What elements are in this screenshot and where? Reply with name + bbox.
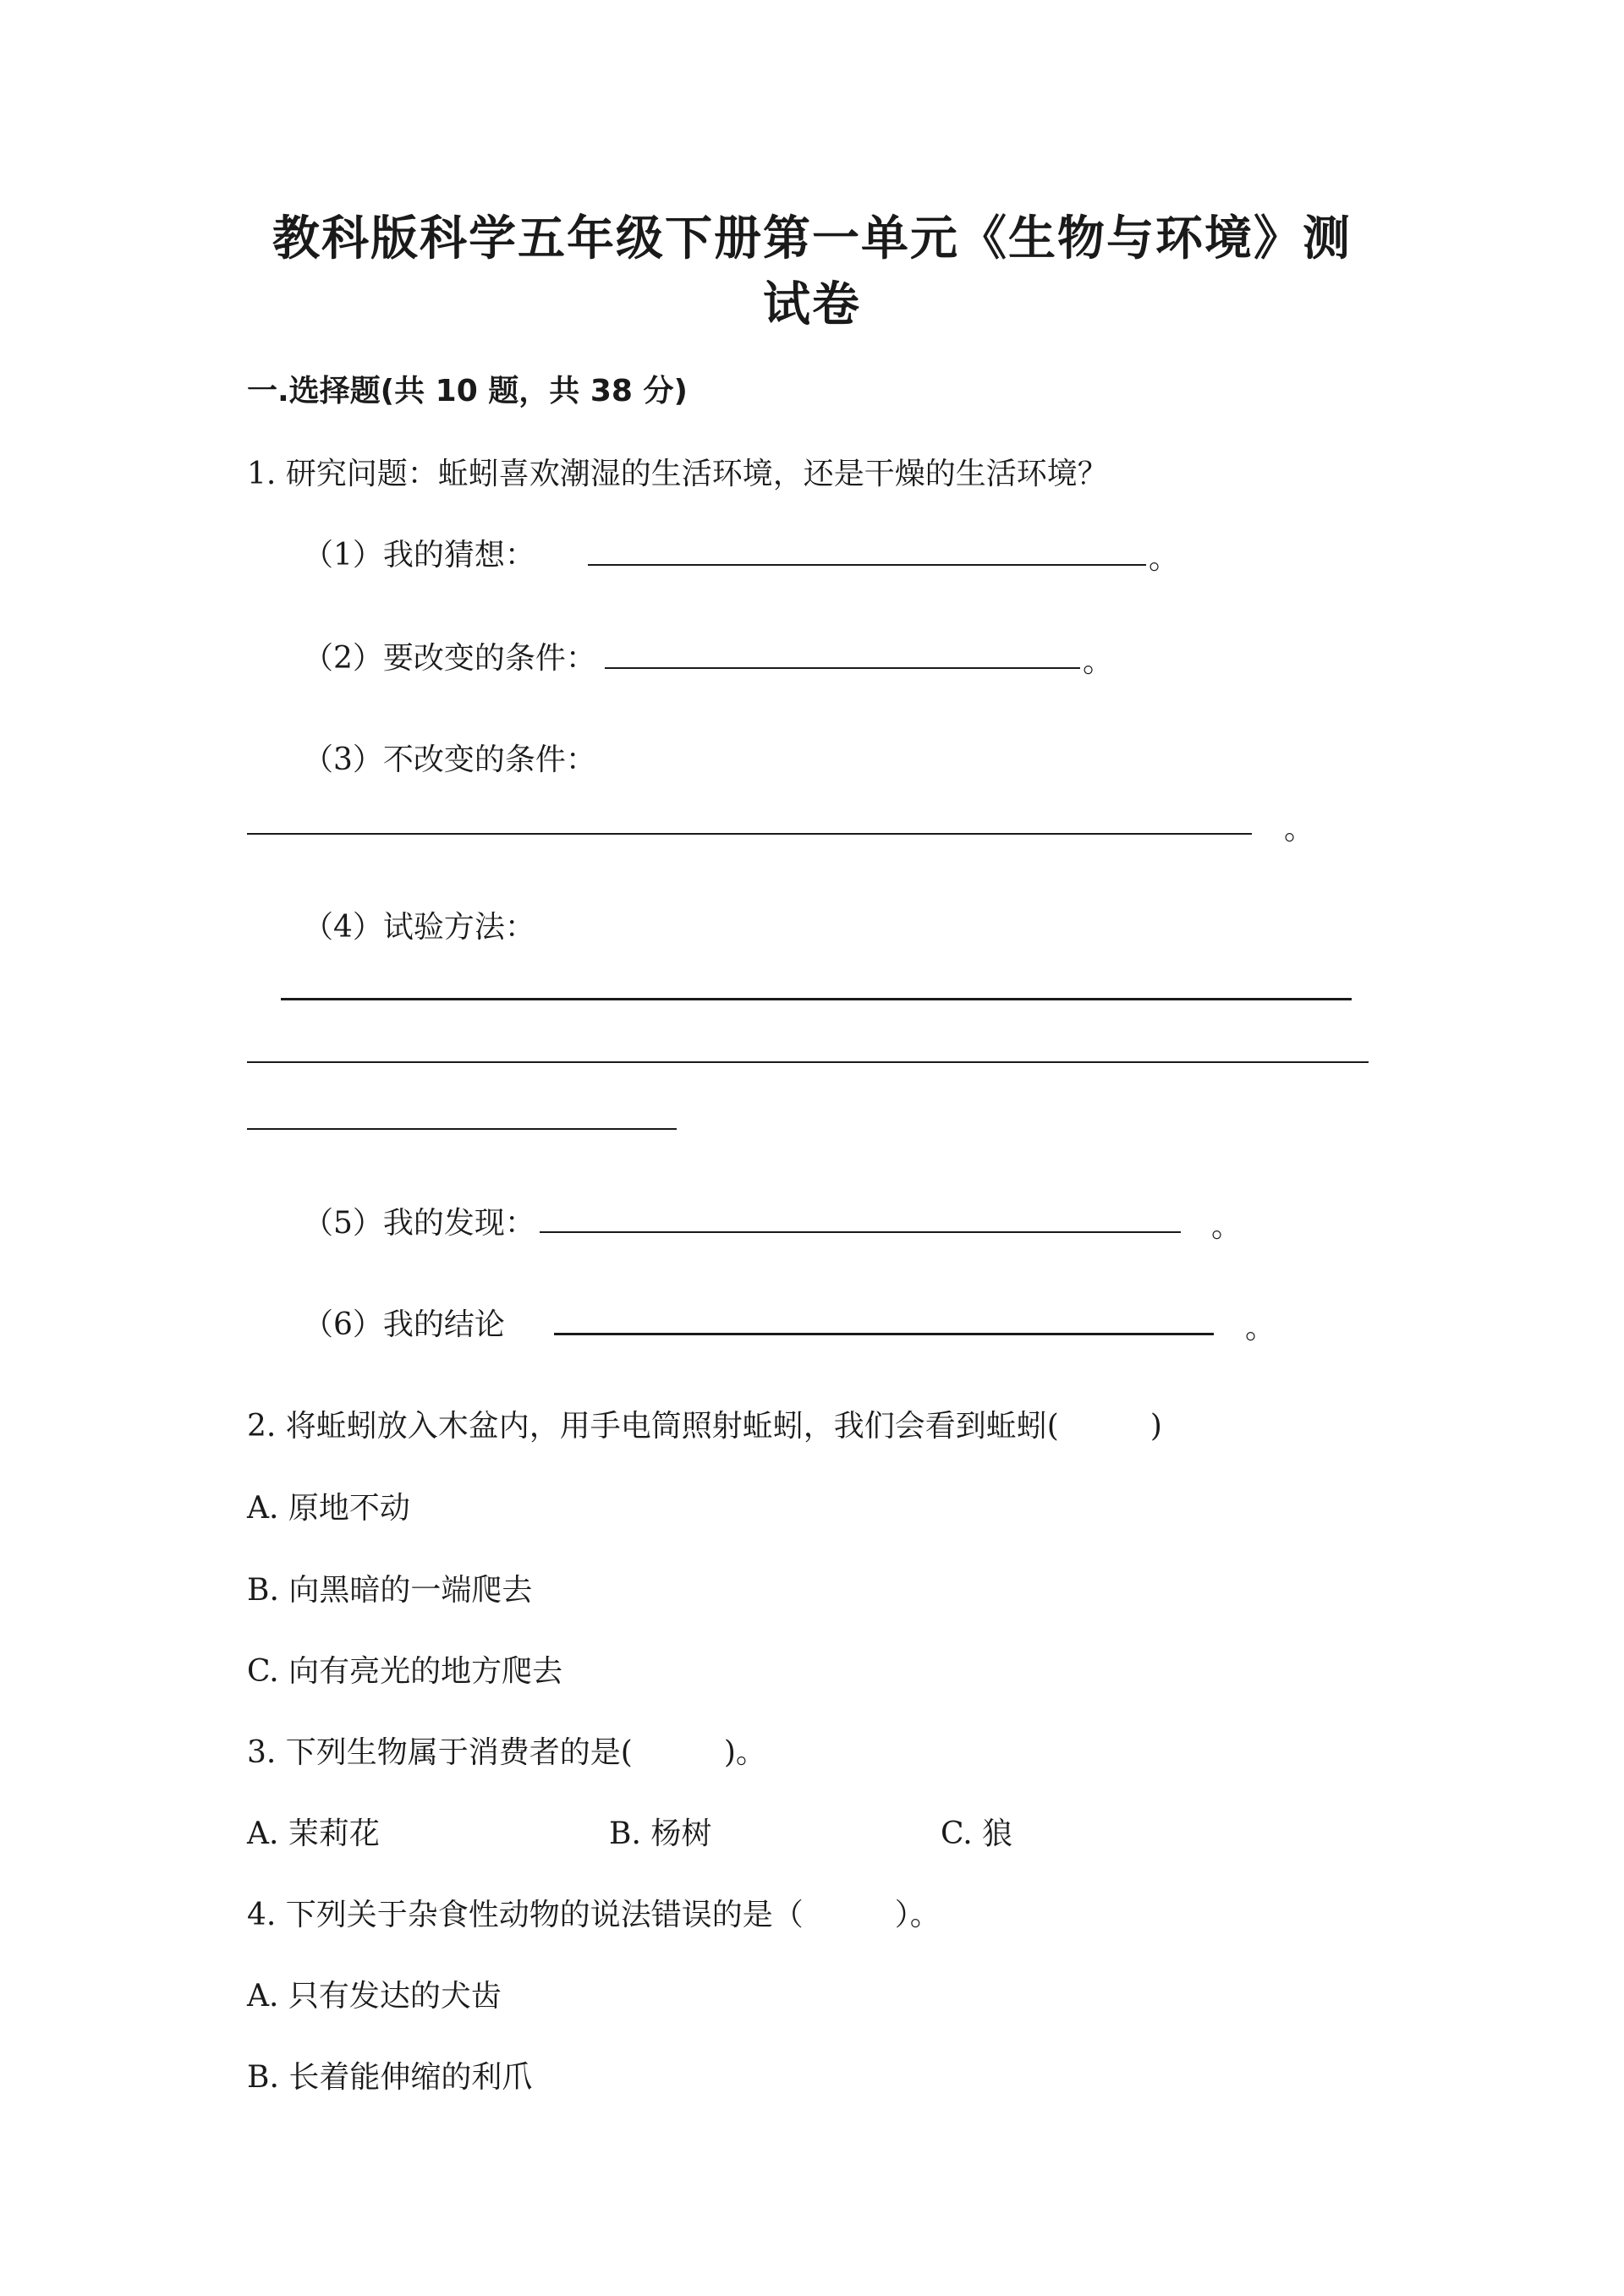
q4-option-b[interactable]: B. 长着能伸缩的利爪 — [247, 2060, 533, 2095]
section-heading: 一.选择题(共 10 题，共 38 分) — [247, 374, 688, 408]
q1-part4-label: （4）试验方法： — [303, 910, 535, 945]
q1-part5-period: 。 — [1211, 1209, 1243, 1244]
q1-part5-blank[interactable] — [540, 1231, 1181, 1233]
q3-option-b[interactable]: B. 杨树 — [609, 1817, 712, 1851]
q1-part3-label: （3）不改变的条件： — [303, 743, 596, 777]
q1-part4-blank-2[interactable] — [247, 1061, 1369, 1063]
question-2-stem: 2. 将蚯蚓放入木盆内，用手电筒照射蚯蚓，我们会看到蚯蚓( ) — [247, 1409, 1162, 1444]
q1-part6-blank[interactable] — [554, 1333, 1214, 1335]
q1-part3-blank[interactable] — [247, 833, 1252, 835]
q1-part6-period: 。 — [1245, 1311, 1276, 1345]
q1-part2-period: 。 — [1083, 644, 1114, 679]
q4-option-a[interactable]: A. 只有发达的犬齿 — [247, 1979, 502, 2014]
q1-part2-label: （2）要改变的条件： — [303, 641, 596, 676]
q1-part1-period: 。 — [1149, 541, 1180, 576]
q1-part2-blank[interactable] — [605, 667, 1080, 669]
q3-option-c[interactable]: C. 狼 — [941, 1817, 1013, 1851]
question-3-stem: 3. 下列生物属于消费者的是( )。 — [247, 1735, 766, 1770]
q3-option-a[interactable]: A. 茉莉花 — [247, 1817, 380, 1851]
question-4-stem: 4. 下列关于杂食性动物的说法错误的是（ ）。 — [247, 1898, 941, 1932]
q2-option-c[interactable]: C. 向有亮光的地方爬去 — [247, 1654, 563, 1689]
q1-part4-blank-1[interactable] — [281, 998, 1352, 1000]
q1-part1-label: （1）我的猜想： — [303, 538, 535, 573]
question-1-stem: 1. 研究问题：蚯蚓喜欢潮湿的生活环境，还是干燥的生活环境？ — [247, 457, 1108, 491]
q1-part3-period: 。 — [1284, 812, 1315, 847]
page-title-line1: 教科版科学五年级下册第一单元《生物与环境》测 — [272, 211, 1352, 266]
q1-part4-blank-3[interactable] — [247, 1128, 677, 1130]
q2-option-a[interactable]: A. 原地不动 — [247, 1491, 410, 1526]
page-title-line2: 试卷 — [763, 277, 861, 332]
q2-option-b[interactable]: B. 向黑暗的一端爬去 — [247, 1573, 533, 1608]
q1-part1-blank[interactable] — [588, 564, 1146, 566]
q1-part5-label: （5）我的发现： — [303, 1206, 535, 1241]
q1-part6-label: （6）我的结论 — [303, 1307, 505, 1342]
